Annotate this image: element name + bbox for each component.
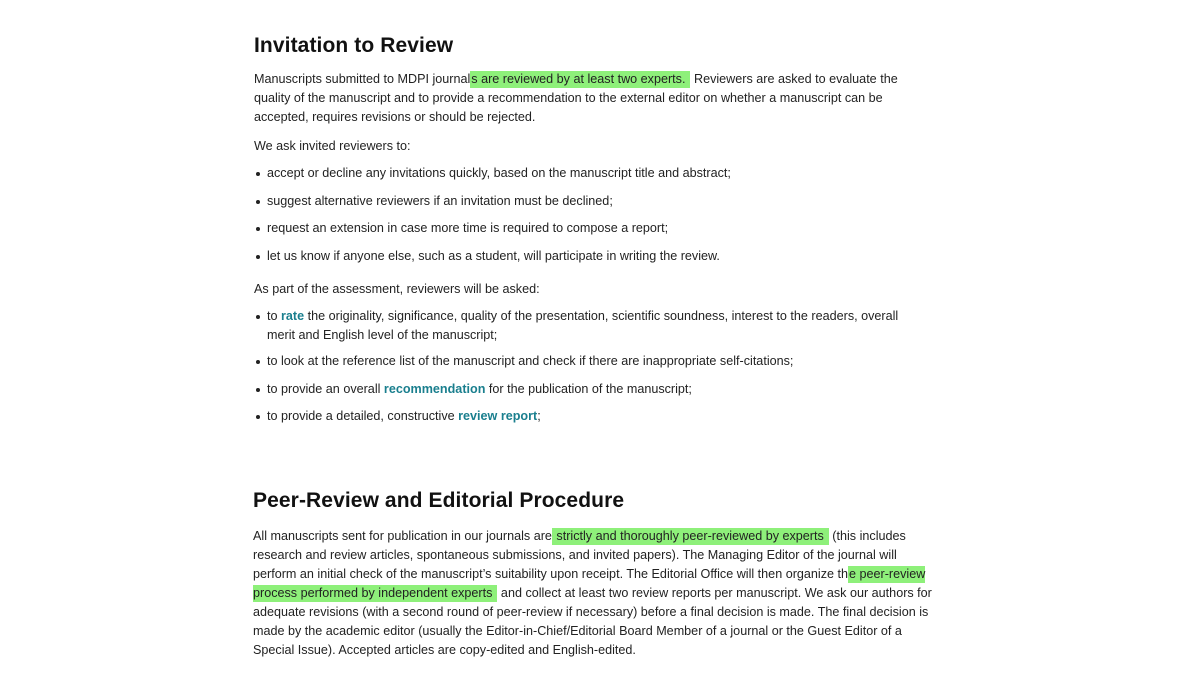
invitation-text-b: Reviewers are asked to evaluate the quality of the manuscript and to provide a recommendation to the external editor on whether a manuscript can be accepted, requires revisions or should be rejected. [254, 72, 898, 124]
keyword-rate: rate [281, 309, 305, 323]
heading-peer-review: Peer-Review and Editorial Procedure [253, 489, 625, 512]
highlight-two-experts: s are reviewed by at least two experts. [470, 71, 690, 88]
list-item: request an extension in case more time is required to compose a report; [267, 219, 927, 238]
keyword-recommendation: recommendation [383, 382, 486, 396]
peer-review-paragraph [253, 527, 943, 660]
list-text: to provide a detailed, constructive [267, 409, 459, 423]
list-item: accept or decline any invitations quickly, based on the manuscript title and abstract; [267, 164, 927, 183]
invitation-paragraph [254, 70, 926, 127]
list-text: the originality, significance, quality of the presentation, scientific soundness, interest to the readers, overall merit and English level of the manuscript; [267, 309, 899, 342]
list-item [267, 307, 927, 345]
list-text: to [267, 309, 282, 323]
peer-text-a: All manuscripts sent for publication in our journals are [253, 529, 552, 543]
list-text: ; [537, 409, 541, 423]
peer-text-b: (this includes research and review articles, spontaneous submissions, and invited papers). The Managing Editor of the journal will perform an initial check of the manuscript’s suitability upon receipt. The Editorial Office will then organize th [253, 529, 906, 581]
list-text: to provide an overall [267, 382, 384, 396]
peer-text-c: and collect at least two review reports per manuscript. We ask our authors for adequate revisions (with a second round of peer-review if necessary) before a final decision is made. The final decision is made by the academic editor (usually the Editor-in-Chief/Editorial Board Member of a journal or the Guest Editor of a Special Issue). Accepted articles are copy-edited and English-edited. [253, 586, 932, 657]
assess-intro: As part of the assessment, reviewers will be asked: [254, 282, 540, 296]
list-item [267, 407, 927, 426]
list-item: let us know if anyone else, such as a student, will participate in writing the review. [267, 247, 927, 266]
list-item: suggest alternative reviewers if an invitation must be declined; [267, 192, 927, 211]
list-item: to look at the reference list of the manuscript and check if there are inappropriate self-citations; [267, 352, 927, 371]
heading-invitation-to-review: Invitation to Review [254, 34, 454, 57]
invitation-text-a: Manuscripts submitted to MDPI journal [254, 72, 471, 86]
keyword-review-report: review report [458, 409, 538, 423]
list-item [267, 380, 927, 399]
highlight-peer-reviewed: strictly and thoroughly peer-reviewed by experts [552, 528, 829, 545]
highlight-independent-experts: e peer-review process performed by independent experts [253, 567, 926, 600]
ask-intro: We ask invited reviewers to: [254, 139, 411, 153]
list-text: for the publication of the manuscript; [485, 382, 692, 396]
